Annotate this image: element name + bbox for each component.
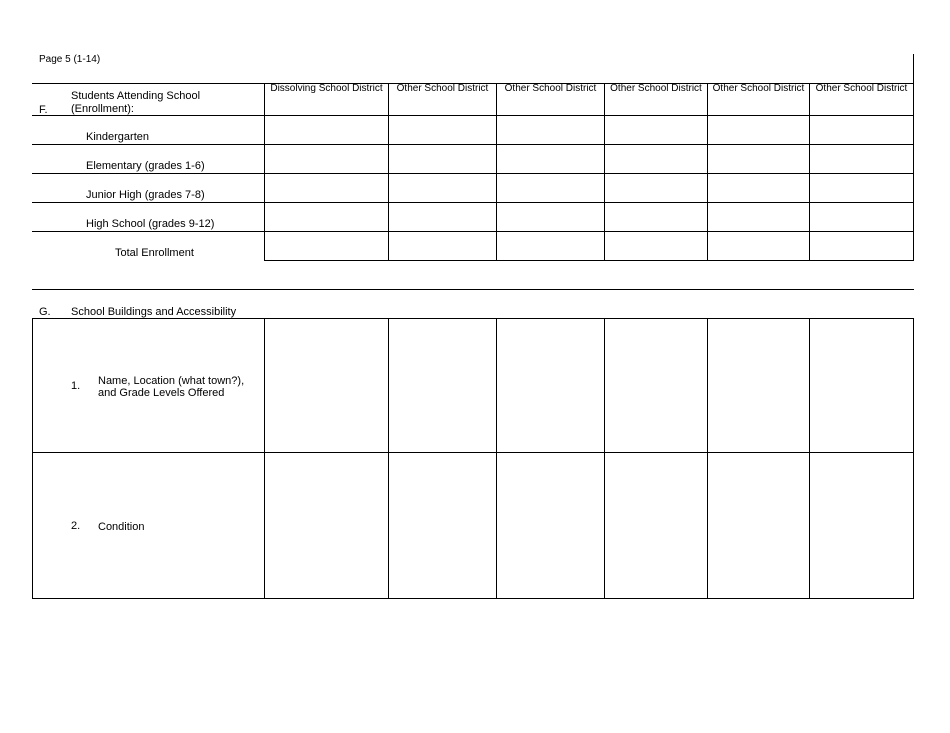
g-top-border: [32, 318, 914, 319]
f-row-divider: [32, 173, 914, 174]
g-col-line: [496, 318, 497, 599]
row-label-elementary: Elementary (grades 1-6): [86, 160, 205, 172]
row-label-junior-high: Junior High (grades 7-8): [86, 189, 205, 201]
column-header-other: Other School District: [610, 83, 702, 94]
column-header-other: Other School District: [712, 83, 805, 94]
column-header-other: Other School District: [815, 83, 908, 94]
item-number: 1.: [71, 380, 81, 392]
g-row-divider: [32, 452, 914, 453]
g-col-line: [707, 318, 708, 599]
g-right-border: [913, 318, 914, 599]
f-bottom-border: [264, 260, 914, 261]
row-label-kindergarten: Kindergarten: [86, 131, 149, 143]
item-label-name-location-line2: and Grade Levels Offered: [98, 387, 225, 399]
row-label-high-school: High School (grades 9-12): [86, 218, 215, 230]
section-f-letter: F.: [39, 104, 48, 116]
f-row-divider: [32, 115, 914, 116]
g-bottom-border: [32, 598, 914, 599]
f-col-line: [809, 83, 810, 261]
section-g-letter: G.: [39, 306, 51, 318]
f-col-line: [496, 83, 497, 261]
g-col-line: [604, 318, 605, 599]
column-header-dissolving: Dissolving School District: [270, 83, 383, 94]
margin-rule: [913, 54, 914, 83]
g-col-line: [388, 318, 389, 599]
f-col-line: [388, 83, 389, 261]
f-row-divider: [32, 202, 914, 203]
section-f-title-line2: (Enrollment):: [71, 103, 134, 115]
g-col-line: [264, 318, 265, 599]
item-label-condition: Condition: [98, 521, 145, 533]
g-left-border: [32, 318, 33, 599]
f-col-line: [707, 83, 708, 261]
section-separator: [32, 289, 914, 290]
f-col-line: [604, 83, 605, 261]
item-label-name-location-line1: Name, Location (what town?),: [98, 375, 245, 387]
f-col-line: [264, 83, 265, 261]
f-col-line: [913, 83, 914, 261]
g-col-line: [809, 318, 810, 599]
section-g-title: School Buildings and Accessibility: [71, 306, 237, 318]
section-f-title-line1: Students Attending School: [71, 90, 201, 102]
column-header-other: Other School District: [504, 83, 597, 94]
column-header-other: Other School District: [396, 83, 489, 94]
row-label-total-enrollment: Total Enrollment: [115, 247, 194, 259]
f-row-divider: [32, 144, 914, 145]
item-number: 2.: [71, 520, 81, 532]
f-row-divider: [32, 231, 914, 232]
page-label: Page 5 (1-14): [39, 54, 101, 65]
